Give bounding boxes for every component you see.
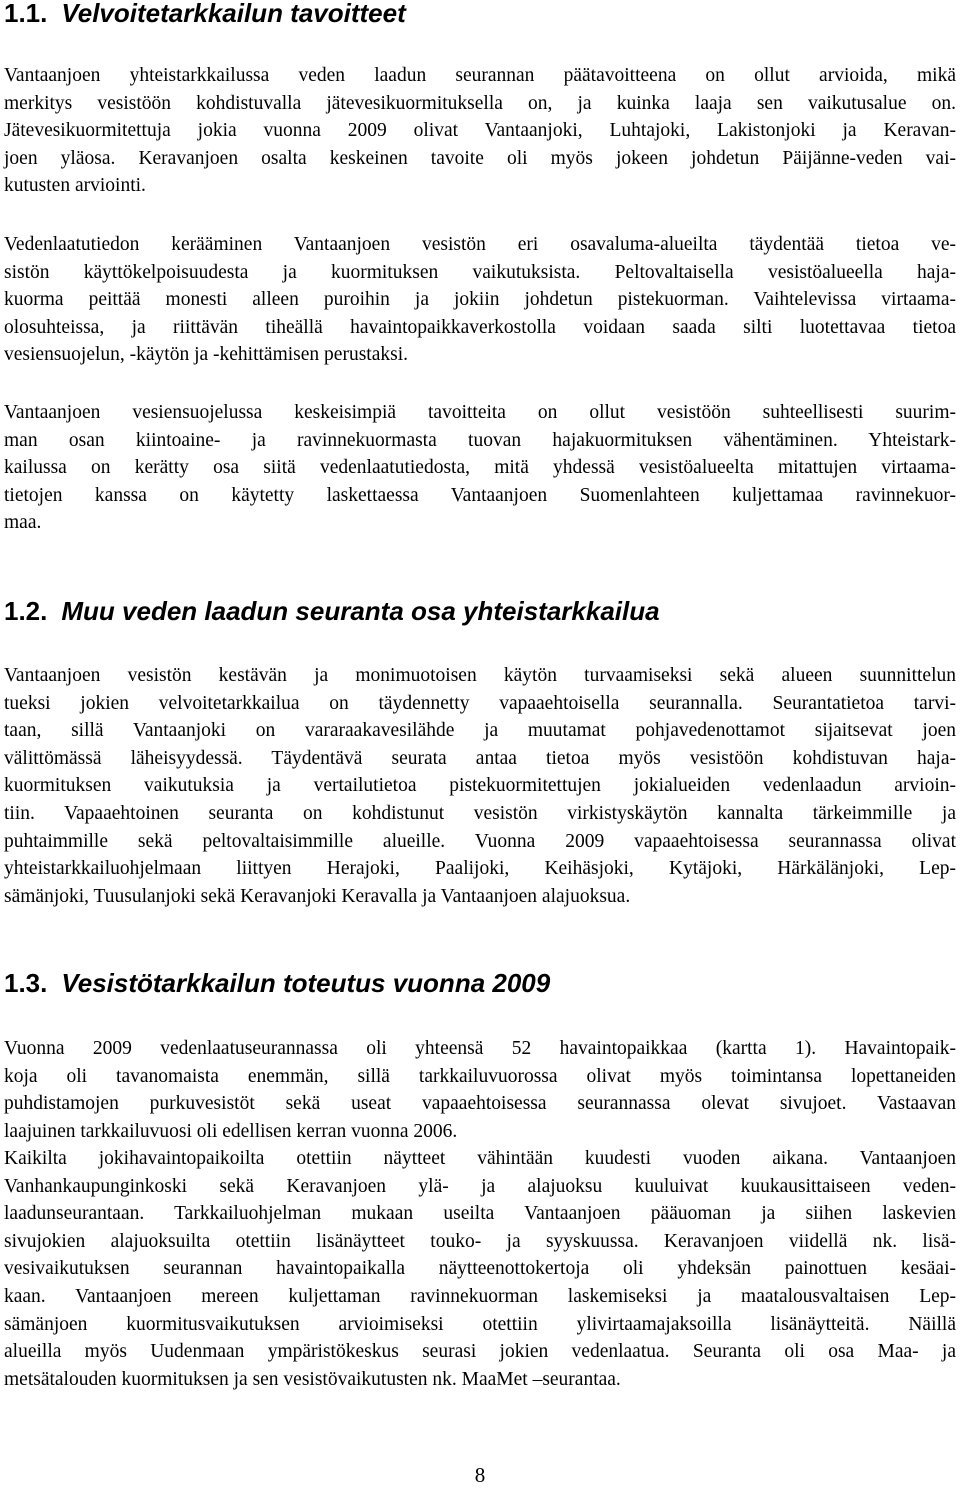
text-line: Vedenlaatutiedon kerääminen Vantaanjoen vesistön eri osavaluma-alueilta täydentää tietoa ve- (4, 234, 956, 255)
text-line: sistön käyttökelpoisuudesta ja kuormituksen vaikutuksista. Peltovaltaisella vesistöalueella haja- (4, 261, 956, 283)
section-number: 1.1. (4, 0, 48, 28)
section-title: Vesistötarkkailun toteutus vuonna 2009 (61, 968, 551, 998)
text-line: taan, sillä Vantaanjoki on vararaakavesilähde ja muutamat pohjavedenottamot sijaitsevat joen (4, 720, 956, 742)
text-line: joen yläosa. Keravanjoen osalta keskeinen tavoite oli myös jokeen johdetun Päijänne-veden vai- (4, 147, 956, 169)
text-line: Vuonna 2009 vedenlaatuseurannassa oli yhteensä 52 havaintopaikkaa (kartta 1). Havaintopaik- (4, 1038, 956, 1059)
text-line: vesivaikutuksen seurannan havaintopaikalla näytteenottokertoja oli yhdeksän painottuen kesäai- (4, 1258, 956, 1280)
paragraph (4, 399, 956, 537)
text-line: alueilla myös Uudenmaan ympäristökeskus seurasi jokien vedenlaatua. Seuranta oli osa Maa- ja (4, 1341, 956, 1363)
text-line: kailussa on kerätty osa siitä vedenlaatutiedosta, mitä yhdessä vesistöalueelta mitattujen virtaama- (4, 457, 956, 479)
paragraph (4, 1035, 956, 1145)
text-line: olosuhteissa, ja riittävän tiheällä havaintopaikkaverkostolla voidaan saada silti luotettavaa tietoa (4, 316, 956, 338)
paragraph (4, 231, 956, 369)
paragraph (4, 662, 956, 910)
paragraph (4, 62, 956, 200)
text-line: välittömässä läheisyydessä. Täydentävä seurata antaa tietoa myös vesistöön kohdistuvan haja- (4, 747, 956, 769)
section-title: Velvoitetarkkailun tavoitteet (61, 0, 406, 28)
text-line: Vantaanjoen vesiensuojelussa keskeisimpiä tavoitteita on ollut vesistöön suhteellisesti suurim- (4, 402, 956, 423)
page-number: 8 (474, 1463, 486, 1487)
text-line: maa. (4, 512, 42, 534)
text-line: yhteistarkkailuohjelmaan liittyen Herajoki, Paalijoki, Keihäsjoki, Kytäjoki, Härkälänjoki, Lep- (4, 858, 956, 880)
text-line: Jätevesikuormitettuja jokia vuonna 2009 olivat Vantaanjoki, Luhtajoki, Lakistonjoki ja Keravan- (4, 120, 956, 142)
text-line: puhdistamojen purkuvesistöt sekä useat vapaaehtoisessa seurannassa olevat sivujoet. Vastaavan (4, 1093, 956, 1115)
text-line: metsätalouden kuormituksen ja sen vesistövaikutusten nk. MaaMet –seurantaa. (4, 1368, 621, 1390)
section-title: Muu veden laadun seuranta osa yhteistarkkailua (61, 596, 660, 626)
text-line: tueksi jokien velvoitetarkkailua on täydennetty vapaaehtoisella seurannalla. Seurantatietoa tarvi- (4, 692, 956, 714)
text-line: tietojen kanssa on käytetty laskettaessa Vantaanjoen Suomenlahteen kuljettamaa ravinnekuor- (4, 484, 956, 506)
text-line: kaan. Vantaanjoen mereen kuljettaman ravinnekuorman laskemiseksi ja maatalousvaltaisen Lep- (4, 1285, 956, 1307)
text-line: sivujokien alajuoksuilta otettiin lisänäytteet touko- ja syyskuussa. Keravanjoen viidellä nk. lisä- (4, 1230, 956, 1252)
text-line: kuorma peittää monesti alleen puroihin ja jokiin johdetun pistekuorman. Vaihtelevissa virtaama- (4, 289, 956, 311)
text-line: laadunseurantaan. Tarkkailuohjelman mukaan useilta Vantaanjoen pääuoman ja siihen laskevien (4, 1203, 956, 1225)
section-heading (4, 0, 406, 28)
text-line: puhtaimmille sekä peltovaltaisimmille alueille. Vuonna 2009 vapaaehtoisessa seurannassa olivat (4, 830, 956, 852)
text-line: tiin. Vapaaehtoinen seuranta on kohdistunut vesistön virkistyskäytön kannalta tärkeimmille ja (4, 802, 956, 824)
text-line: Vantaanjoen vesistön kestävän ja monimuotoisen käytön turvaamiseksi sekä alueen suunnittelun (4, 665, 956, 686)
text-line: vesiensuojelun, -käytön ja -kehittämisen perustaksi. (4, 344, 408, 366)
section-number: 1.3. (4, 968, 48, 998)
text-line: kuormituksen vaikutuksia ja vertailutietoa pistekuormitettujen jokialueiden vedenlaadun arvioin- (4, 775, 956, 797)
text-line: laajuinen tarkkailuvuosi oli edellisen kerran vuonna 2006. (4, 1120, 458, 1142)
text-line: Vanhankaupunginkoski sekä Keravanjoen ylä- ja alajuoksu kuuluivat kuukausittaiseen veden- (4, 1175, 956, 1197)
section-number: 1.2. (4, 596, 48, 626)
paragraph (4, 1145, 956, 1393)
text-line: man osan kiintoaine- ja ravinnekuormasta tuovan hajakuormituksen vähentäminen. Yhteistark- (4, 429, 956, 451)
text-line: merkitys vesistöön kohdistuvalla jätevesikuormituksella on, ja kuinka laaja sen vaikutusalue on. (4, 92, 956, 114)
text-line: Kaikilta jokihavaintopaikoilta otettiin näytteet vähintään kuudesti vuoden aikana. Vantaanjoen (4, 1148, 956, 1169)
text-line: koja oli tavanomaista enemmän, sillä tarkkailuvuorossa olivat myös toimintansa lopettaneiden (4, 1065, 956, 1087)
text-line: sämänjoen kuormitusvaikutuksen arvioimiseksi otettiin ylivirtaamajaksoilla lisänäytteitä. Näillä (4, 1313, 956, 1335)
section-heading (4, 968, 550, 998)
text-line: sämänjoki, Tuusulanjoki sekä Keravanjoki Keravalla ja Vantaanjoen alajuoksua. (4, 885, 631, 907)
text-line: Vantaanjoen yhteistarkkailussa veden laadun seurannan päätavoitteena on ollut arvioida, mikä (4, 65, 956, 86)
text-line: kutusten arviointi. (4, 175, 146, 197)
section-heading (4, 596, 660, 626)
